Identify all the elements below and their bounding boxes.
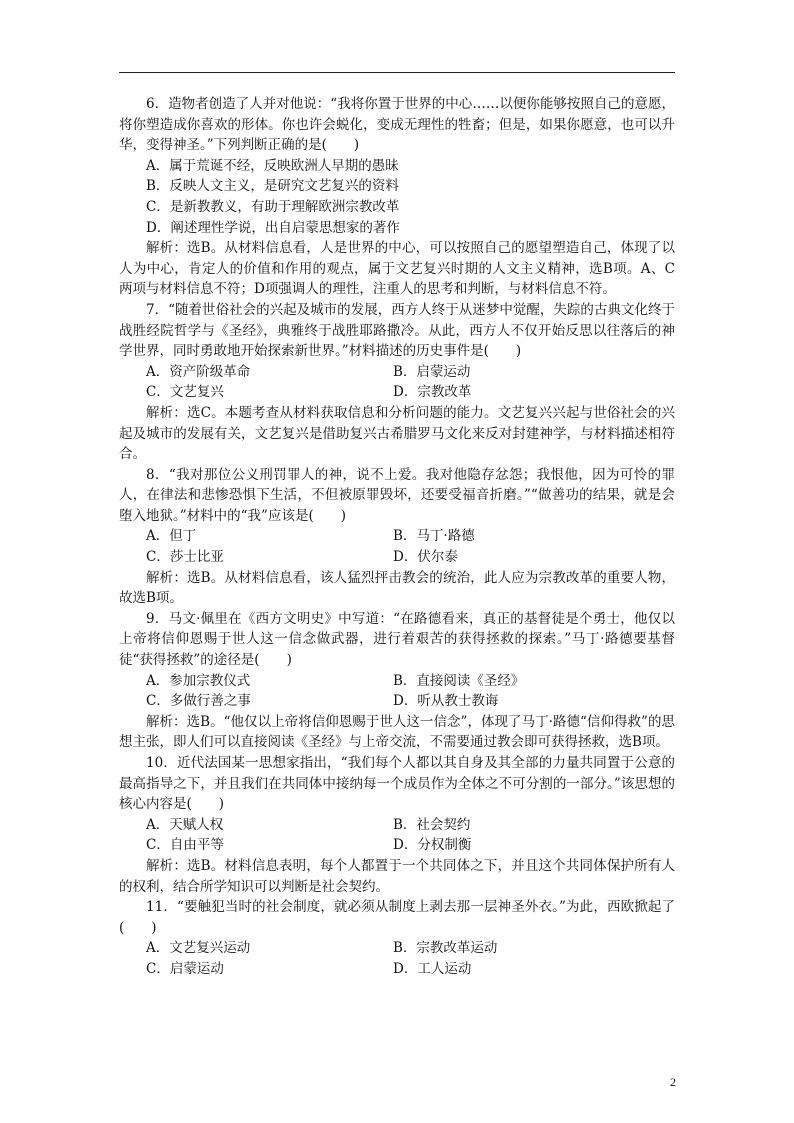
option-c: C．启蒙运动 [146,960,224,977]
question-9 [119,609,675,753]
option-b: B．马丁·路德 [393,528,475,545]
options-grid [119,362,675,403]
question-11 [119,897,675,979]
option-d: D．宗教改革 [393,384,472,401]
answer-analysis: 解析：选B。材料信息表明，每个人都置于一个共同体之下，并且这个共同体保护所有人的权利，结合所学知识可以判断是社会契约。 [119,857,675,895]
option-b: B．反映人文主义，是研究文艺复兴的资料 [146,178,399,195]
question-stem: 7．“随着世俗社会的兴起及城市的发展，西方人终于从迷梦中觉醒，失踪的古典文化终于战胜经院哲学与《圣经》，典雅终于战胜耶路撒冷。从此，西方人不仅开始反思以往落后的神学世界，同时勇敢地开始探索新世界。”材料描述的历史事件是( ) [119,301,675,360]
option-a: A．文艺复兴运动 [146,940,251,957]
option-a: A．属于荒诞不经，反映欧洲人早期的愚昧 [146,157,399,174]
question-8 [119,465,675,609]
answer-analysis: 解析：选B。“他仅以上帝将信仰恩赐于世人这一信念”，体现了马丁·路德“信仰得救”的思想主张，即人们可以直接阅读《圣经》与上帝交流，不需要通过教会即可获得拯救，选B项。 [119,713,675,751]
header-rule [119,72,675,73]
question-stem: 10．近代法国某一思想家指出，“我们每个人都以其自身及其全部的力量共同置于公意的最高指导之下，并且我们在共同体中接纳每一个成员作为全体之不可分割的一部分。”该思想的核心内容是( ) [119,755,675,813]
question-10 [119,753,675,897]
question-stem: 8．“我对那位公义刑罚罪人的神，说不上爱。我对他隐存忿怨；我恨他，因为可怜的罪人，在律法和悲惨恐惧下生活，不但被原罪毁坏，还要受福音折磨。”“做善功的结果，就是会堕入地狱。”材料中的“我”应该是( ) [119,466,675,524]
question-stem: 6．造物者创造了人并对他说：“我将你置于世界的中心……以便你能够按照自己的意愿，将你塑造成你喜欢的形体。你也许会蜕化，变成无理性的牲畜；但是，如果你愿意，也可以升华，变得神圣。”下列判断正确的是( ) [119,96,675,154]
question-stem: 9．马文·佩里在《西方文明史》中写道：“在路德看来，真正的基督徒是个勇士，他仅以上帝将信仰恩赐于世人这一信念做武器，进行着艰苦的获得拯救的探索。”马丁·路德要基督徒“获得拯救”的途径是( ) [119,610,675,669]
option-a: A．参加宗教仪式 [146,672,251,689]
option-d: D．分权制衡 [393,837,472,854]
option-b: B．直接阅读《圣经》 [393,672,525,689]
option-d: D．伏尔泰 [393,549,458,566]
question-stem: 11．“要触犯当时的社会制度，就必须从制度上剥去那一层神圣外衣。”为此，西欧掀起了( ) [119,899,675,936]
option-c: C．是新教教义，有助于理解欧洲宗教改革 [146,198,400,215]
options-grid [119,938,675,979]
question-6 [119,94,675,300]
option-b: B．启蒙运动 [393,363,471,380]
option-d: D．听从教士教诲 [393,693,499,710]
page-number: 2 [670,1075,676,1089]
option-a: A．但丁 [146,528,197,545]
option-b: B．社会契约 [393,816,471,833]
options-grid [119,671,675,712]
option-b: B．宗教改革运动 [393,940,498,957]
option-c: C．自由平等 [146,837,224,854]
option-a: A．资产阶级革命 [146,363,251,380]
options-grid [119,526,675,567]
answer-analysis: 解析：选B。从材料信息看，该人猛烈抨击教会的统治，此人应为宗教改革的重要人物，故选B项。 [119,569,675,607]
option-c: C．莎士比亚 [146,549,224,566]
question-7 [119,300,675,465]
option-d: D．工人运动 [393,960,472,977]
option-a: A．天赋人权 [146,816,224,833]
answer-analysis: 解析：选C。本题考查从材料获取信息和分析问题的能力。文艺复兴兴起与世俗社会的兴起及城市的发展有关，文艺复兴是借助复兴古希腊罗马文化来反对封建神学，与材料描述相符合。 [119,404,675,463]
answer-analysis: 解析：选B。从材料信息看，人是世界的中心，可以按照自己的愿望塑造自己，体现了以人为中心，肯定人的价值和作用的观点，属于文艺复兴时期的人文主义精神，选B项。A、C两项与材料信息不符；D项强调人的理性，注重人的思考和判断，与材料信息不符。 [119,240,675,298]
page-content [119,94,675,980]
options-grid [119,815,675,856]
option-d: D．阐述理性学说，出自启蒙思想家的著作 [146,219,400,236]
option-c: C．多做行善之事 [146,693,251,710]
option-c: C．文艺复兴 [146,384,224,401]
